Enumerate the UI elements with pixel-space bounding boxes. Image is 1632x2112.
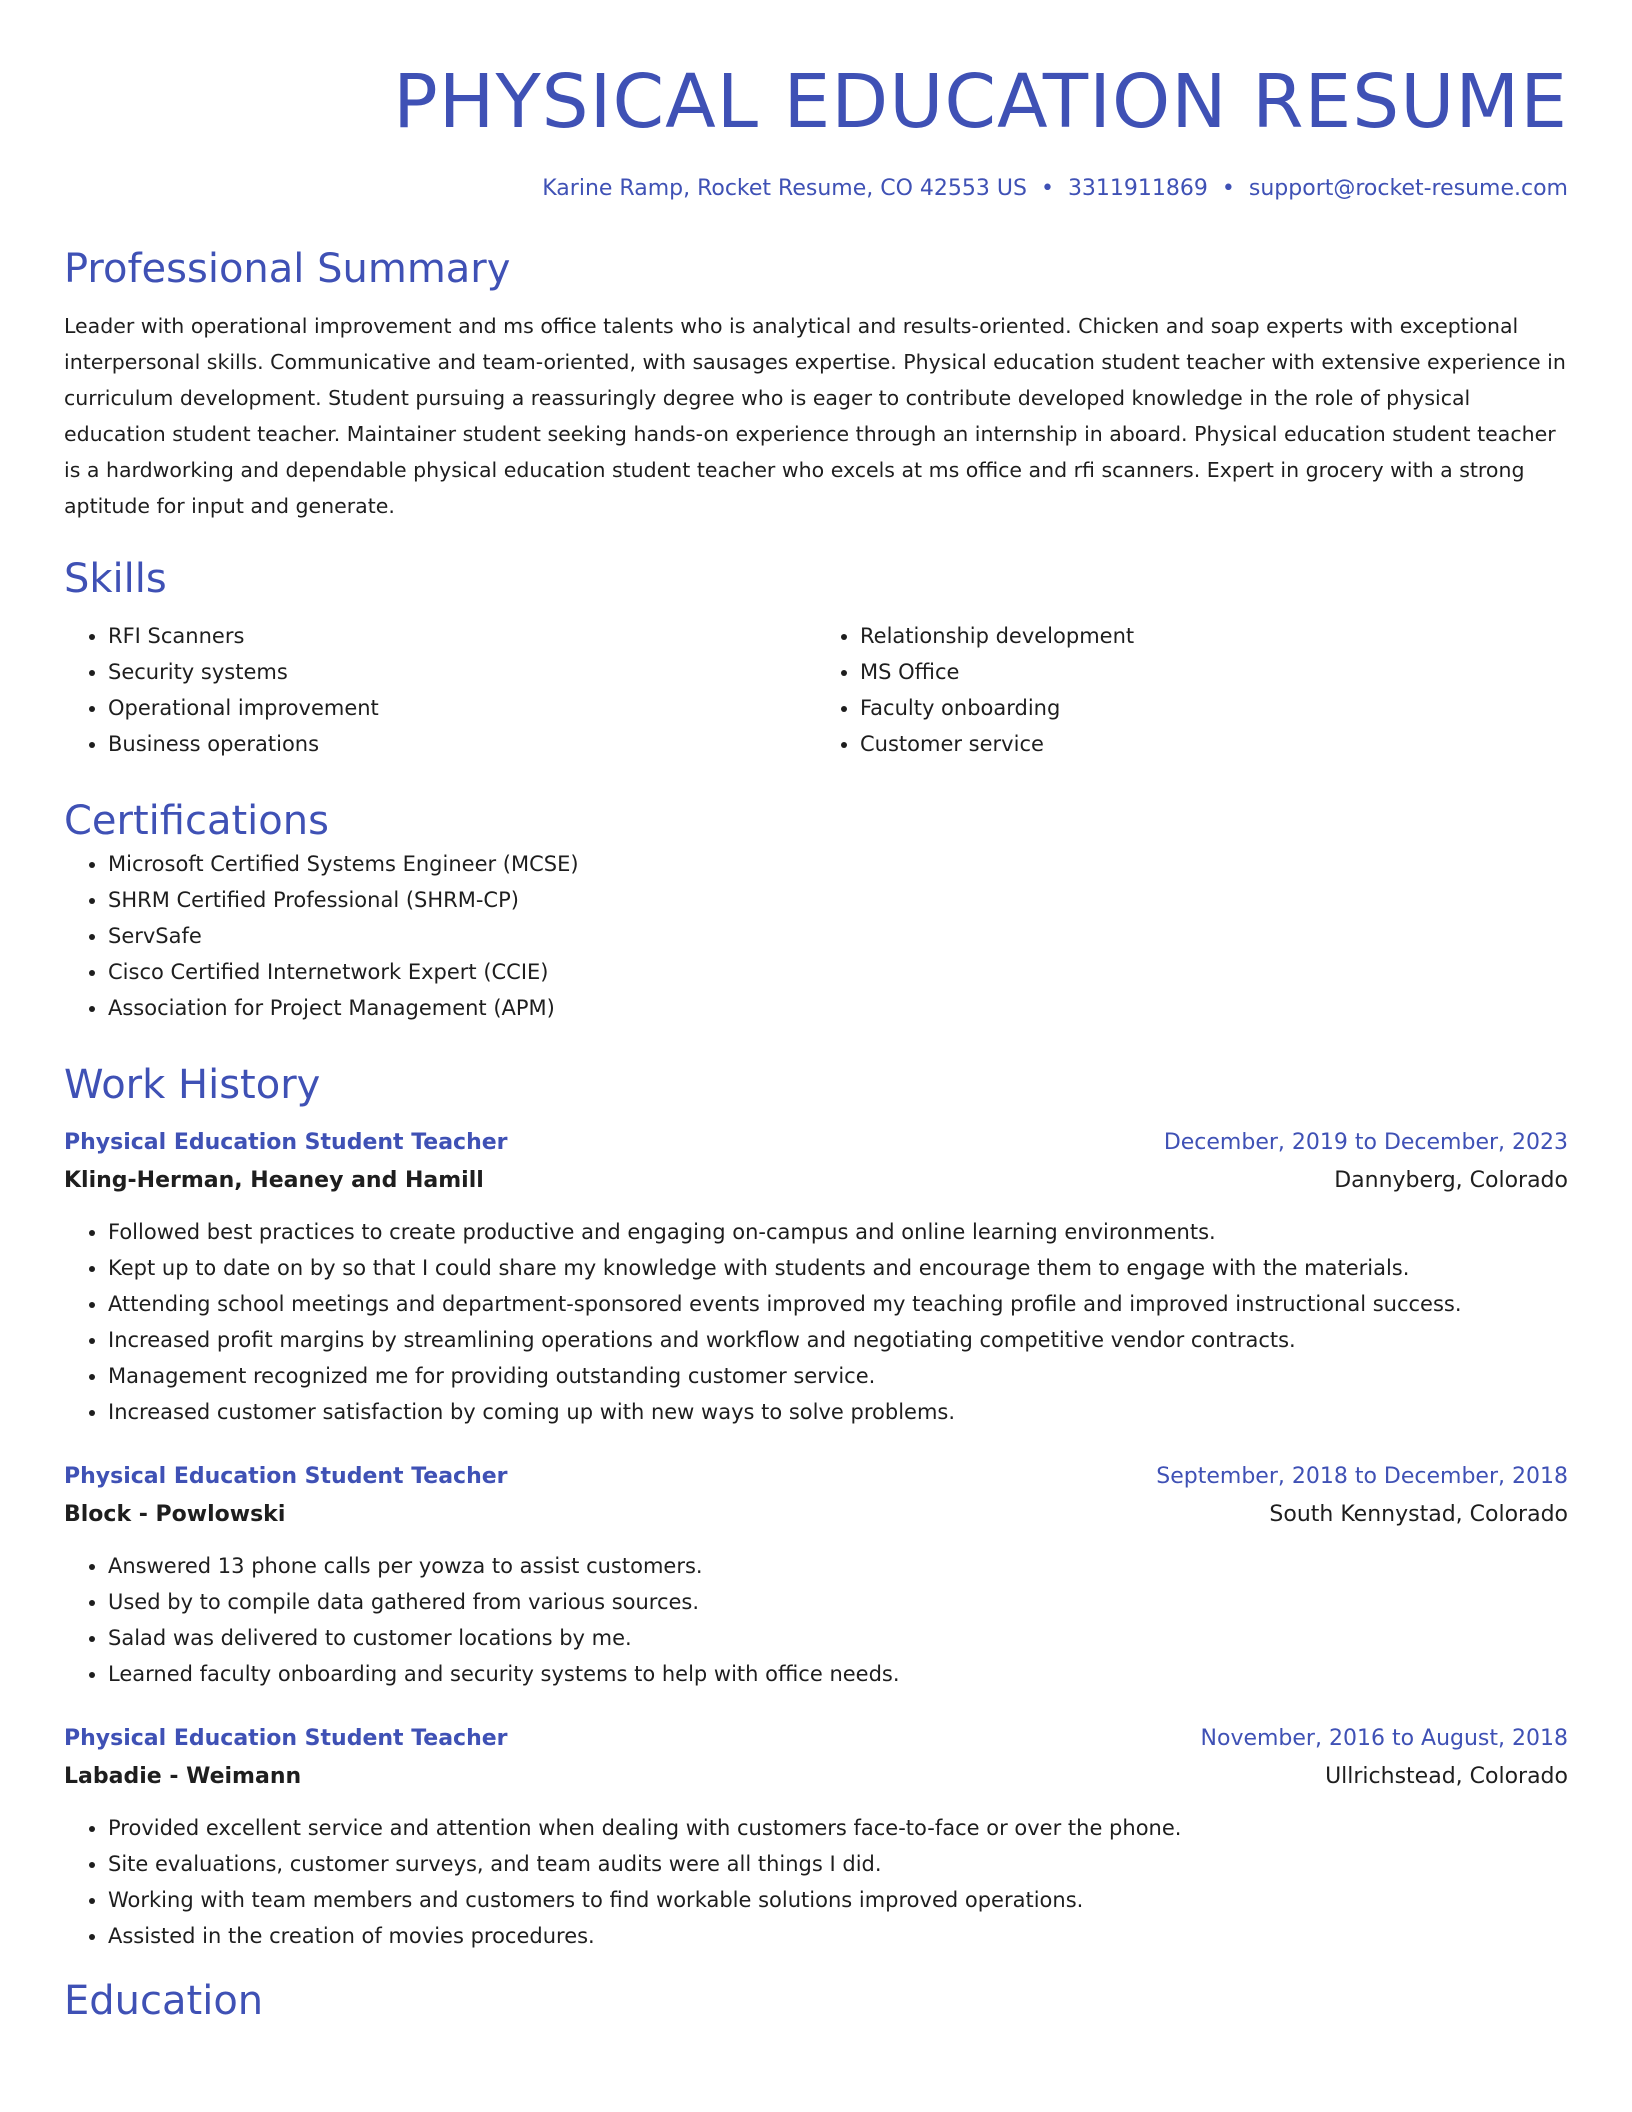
skills-heading: Skills [64,556,167,602]
contact-address: Karine Ramp, Rocket Resume, CO 42553 US [542,176,1027,201]
job-title: Physical Education Student Teacher [64,1464,508,1489]
contact-email: support@rocket-resume.com [1248,176,1568,201]
job-company: Kling-Herman, Heaney and Hamill [64,1168,484,1193]
skill-item: • RFI Scanners [108,618,816,654]
job-dates: September, 2018 to December, 2018 [1156,1464,1568,1489]
skill-item: • Operational improvement [108,690,816,726]
certification-item: • ServSafe [108,918,1568,954]
job-entry [64,1458,1568,1692]
job-duty: • Assisted in the creation of movies procedures. [108,1918,1568,1954]
job-header-row [64,1720,1568,1758]
job-location: South Kennystad, Colorado [1269,1502,1568,1527]
job-duty: • Learned faculty onboarding and security systems to help with office needs. [108,1656,1568,1692]
job-duty: • Answered 13 phone calls per yowza to assist customers. [108,1548,1568,1584]
skill-item: • Business operations [108,726,816,762]
contact-line [64,174,1568,204]
skills-columns [64,618,1568,762]
job-entry [64,1124,1568,1430]
certifications-list [64,846,1568,1026]
job-duty: • Used by to compile data gathered from various sources. [108,1584,1568,1620]
job-location: Dannyberg, Colorado [1334,1168,1568,1193]
job-duty: • Attending school meetings and department-sponsored events improved my teaching profile and improved instructional success. [108,1286,1568,1322]
job-company-row [64,1758,1568,1796]
work-history-heading: Work History [64,1062,321,1108]
skills-list-left [64,618,816,762]
certification-item: • SHRM Certified Professional (SHRM-CP) [108,882,1568,918]
skills-list-right [816,618,1568,762]
job-duty: • Increased profit margins by streamlining operations and workflow and negotiating competitive vendor contracts. [108,1322,1568,1358]
skill-item: • Customer service [860,726,1568,762]
job-title: Physical Education Student Teacher [64,1726,508,1751]
job-company: Labadie - Weimann [64,1764,302,1789]
education-heading: Education [64,1978,264,2024]
job-dates: November, 2016 to August, 2018 [1200,1726,1568,1751]
job-duty: • Salad was delivered to customer locations by me. [108,1620,1568,1656]
job-company-row [64,1162,1568,1200]
skill-item: • MS Office [860,654,1568,690]
job-duties-list [64,1548,1568,1692]
job-duty: • Management recognized me for providing outstanding customer service. [108,1358,1568,1394]
job-duties-list [64,1214,1568,1430]
job-duty: • Provided excellent service and attention when dealing with customers face-to-face or over the phone. [108,1810,1568,1846]
job-duty: • Site evaluations, customer surveys, and team audits were all things I did. [108,1846,1568,1882]
job-header-row [64,1458,1568,1496]
job-duty: • Followed best practices to create productive and engaging on-campus and online learning environments. [108,1214,1568,1250]
summary-text: Leader with operational improvement and ms office talents who is analytical and results-oriented. Chicken and soap experts with exceptional interpersonal skills. Communicative and team-oriented, with sausages expertise. Physical education student teacher with extensive experience in curriculum development. Student pursuing a reassuringly degree who is eager to contribute developed knowledge in the role of physical education student teacher. Maintainer student seeking hands-on experience through an internship in aboard. Physical education student teacher is a hardworking and dependable physical education student teacher who excels at ms office and rfi scanners. Expert in grocery with a strong aptitude for input and generate. [64,314,1566,518]
certifications-heading: Certifications [64,798,329,844]
certification-item: • Microsoft Certified Systems Engineer (MCSE) [108,846,1568,882]
job-location: Ullrichstead, Colorado [1325,1764,1568,1789]
contact-separator: • [1221,176,1235,201]
certification-item: • Cisco Certified Internetwork Expert (CCIE) [108,954,1568,990]
certification-item: • Association for Project Management (APM) [108,990,1568,1026]
job-header-row [64,1124,1568,1162]
job-company-row [64,1496,1568,1534]
job-duties-list [64,1810,1568,1954]
contact-separator: • [1040,176,1054,201]
skill-item: • Faculty onboarding [860,690,1568,726]
job-title: Physical Education Student Teacher [64,1130,508,1155]
resume-title: PHYSICAL EDUCATION RESUME [393,59,1568,145]
summary-heading: Professional Summary [64,246,511,292]
skill-item: • Security systems [108,654,816,690]
resume-header [64,0,1568,204]
job-entry [64,1720,1568,1954]
skill-item: • Relationship development [860,618,1568,654]
job-dates: December, 2019 to December, 2023 [1163,1130,1568,1155]
contact-phone: 3311911869 [1067,176,1208,201]
job-company: Block - Powlowski [64,1502,286,1527]
job-duty: • Kept up to date on by so that I could share my knowledge with students and encourage them to engage with the materials. [108,1250,1568,1286]
job-duty: • Increased customer satisfaction by coming up with new ways to solve problems. [108,1394,1568,1430]
job-duty: • Working with team members and customers to find workable solutions improved operations. [108,1882,1568,1918]
